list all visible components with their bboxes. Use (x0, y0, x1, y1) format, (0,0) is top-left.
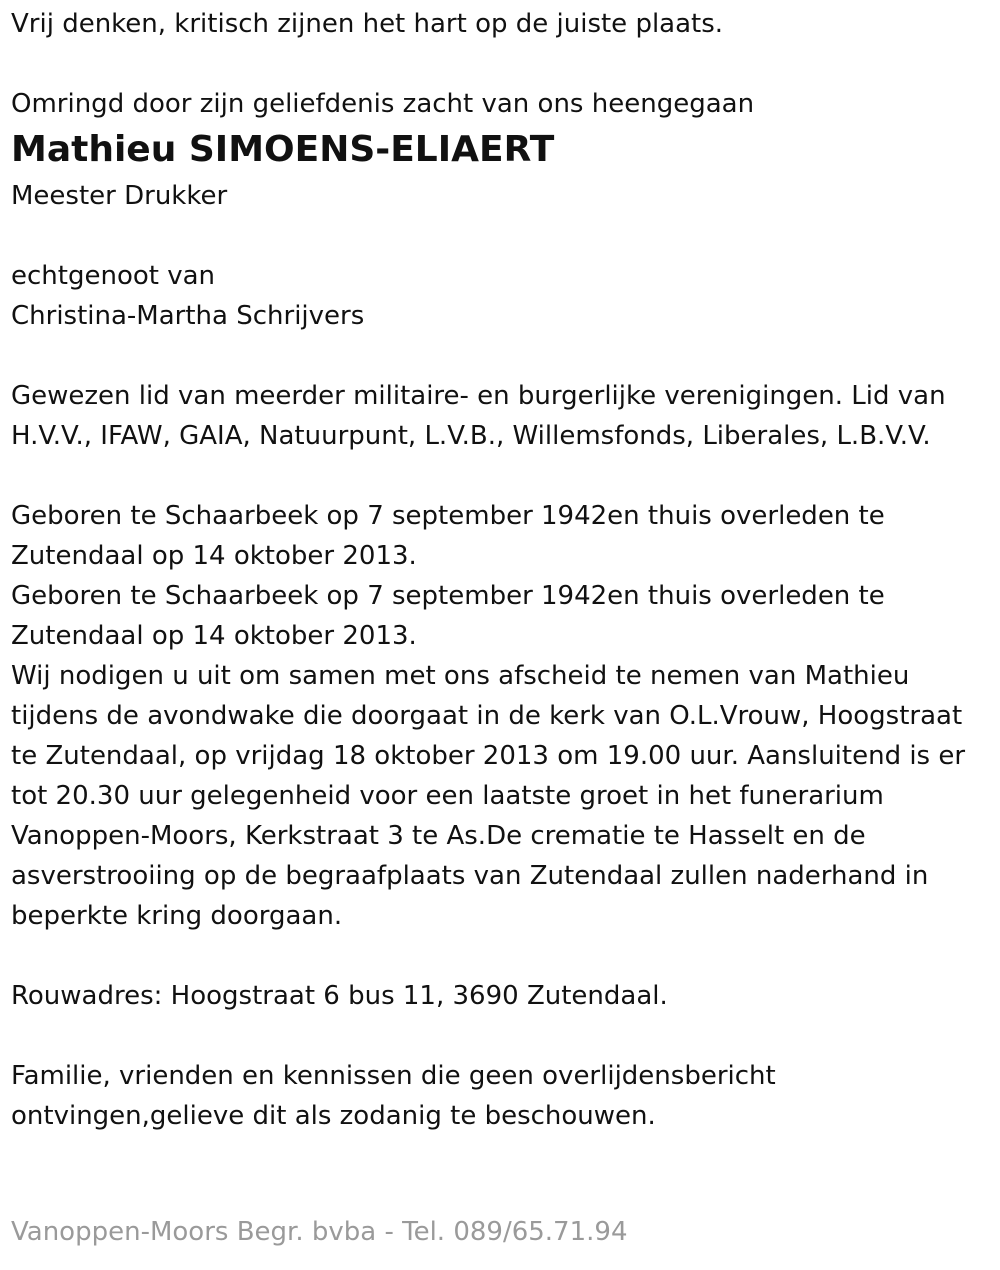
invitation-line: beperkte kring doorgaan. (11, 901, 343, 931)
notice-line: Familie, vrienden en kennissen die geen overlijdensbericht (11, 1061, 776, 1091)
birth-death-line: Geboren te Schaarbeek op 7 september 1942en thuis overleden te (11, 501, 885, 531)
spacer (11, 336, 991, 376)
invitation-line: asverstrooiing op de begraafplaats van Zutendaal zullen naderhand in (11, 861, 929, 891)
spouse-label: echtgenoot van (11, 261, 216, 291)
invitation-line: te Zutendaal, op vrijdag 18 oktober 2013 om 19.00 uur. Aansluitend is er (11, 741, 966, 771)
birth-death-line: Geboren te Schaarbeek op 7 september 1942en thuis overleden te (11, 581, 885, 611)
invitation-line: tijdens de avondwake die doorgaat in de kerk van O.L.Vrouw, Hoogstraat (11, 701, 963, 731)
spacer (11, 936, 991, 976)
spacer (11, 44, 991, 84)
intro-motto: Vrij denken, kritisch zijnen het hart op de juiste plaats. (11, 9, 724, 39)
spouse-name: Christina-Martha Schrijvers (11, 301, 365, 331)
invitation-line: Wij nodigen u uit om samen met ons afscheid te nemen van Mathieu (11, 661, 910, 691)
intro-passing: Omringd door zijn geliefdenis zacht van ons heengegaan (11, 89, 755, 119)
memberships-line: H.V.V., IFAW, GAIA, Natuurpunt, L.V.B., Willemsfonds, Liberales, L.B.V.V. (11, 421, 931, 451)
birth-death-line: Zutendaal op 14 oktober 2013. (11, 621, 417, 651)
notice-line: ontvingen,gelieve dit als zodanig te beschouwen. (11, 1101, 656, 1131)
spacer (11, 1016, 991, 1056)
invitation-line: Vanoppen-Moors, Kerkstraat 3 te As.De crematie te Hasselt en de (11, 821, 866, 851)
birth-death-line: Zutendaal op 14 oktober 2013. (11, 541, 417, 571)
deceased-profession: Meester Drukker (11, 181, 228, 211)
spacer (11, 456, 991, 496)
invitation-line: tot 20.30 uur gelegenheid voor een laatste groet in het funerarium (11, 781, 884, 811)
mourning-address: Rouwadres: Hoogstraat 6 bus 11, 3690 Zutendaal. (11, 981, 668, 1011)
funeral-home-footer: Vanoppen-Moors Begr. bvba - Tel. 089/65.71.94 (11, 1217, 628, 1247)
memberships-line: Gewezen lid van meerder militaire- en burgerlijke verenigingen. Lid van (11, 381, 946, 411)
deceased-name: Mathieu SIMOENS-ELIAERT (11, 129, 555, 170)
spacer (11, 216, 991, 256)
obituary-document (11, 4, 991, 1136)
